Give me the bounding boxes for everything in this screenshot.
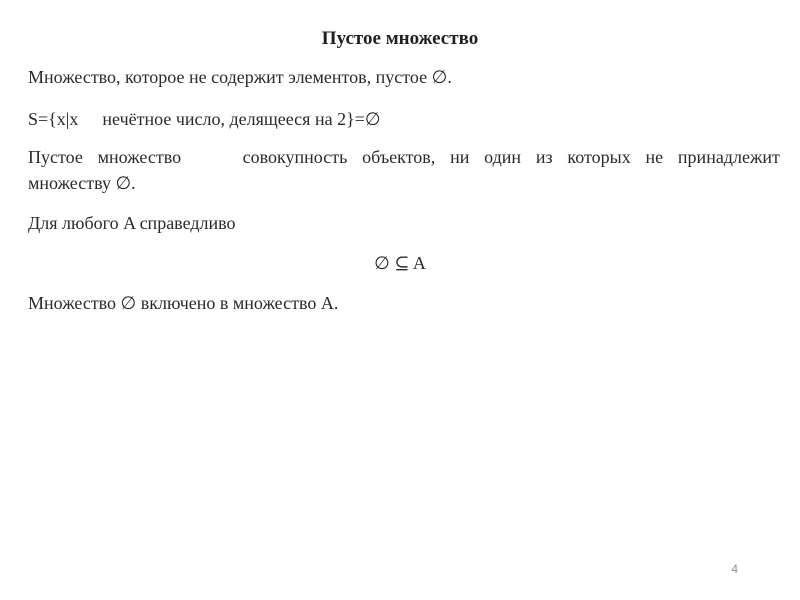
paragraph-word: из <box>535 147 553 167</box>
paragraph-word: Пустое <box>28 147 83 167</box>
definition-line: Множество, которое не содержит элементов, пустое ∅. <box>28 67 452 87</box>
empty-set-paragraph <box>28 144 780 196</box>
paragraph-word: один <box>484 147 522 167</box>
page-number: 4 <box>731 562 738 576</box>
subset-formula: ∅ ⊆ A <box>374 253 426 273</box>
example-line <box>28 106 780 132</box>
paragraph-word: которых <box>567 147 631 167</box>
conclusion-line: Множество ∅ включено в множество A. <box>28 293 339 313</box>
example-set-condition: нечётное число, делящееся на 2}=∅ <box>102 109 381 129</box>
slide-title: Пустое множество <box>321 28 479 49</box>
paragraph-word: не <box>645 147 664 167</box>
paragraph-line-2: множеству ∅. <box>28 173 136 193</box>
statement-line: Для любого A справедливо <box>28 213 236 233</box>
paragraph-line-1 <box>28 144 780 170</box>
paragraph-word: объектов, <box>362 147 436 167</box>
paragraph-word: множество <box>97 147 182 167</box>
paragraph-word: принадлежит <box>677 147 780 167</box>
example-set-prefix: S={x|x <box>28 109 79 129</box>
paragraph-word: ни <box>450 147 470 167</box>
paragraph-word: совокупность <box>242 147 348 167</box>
